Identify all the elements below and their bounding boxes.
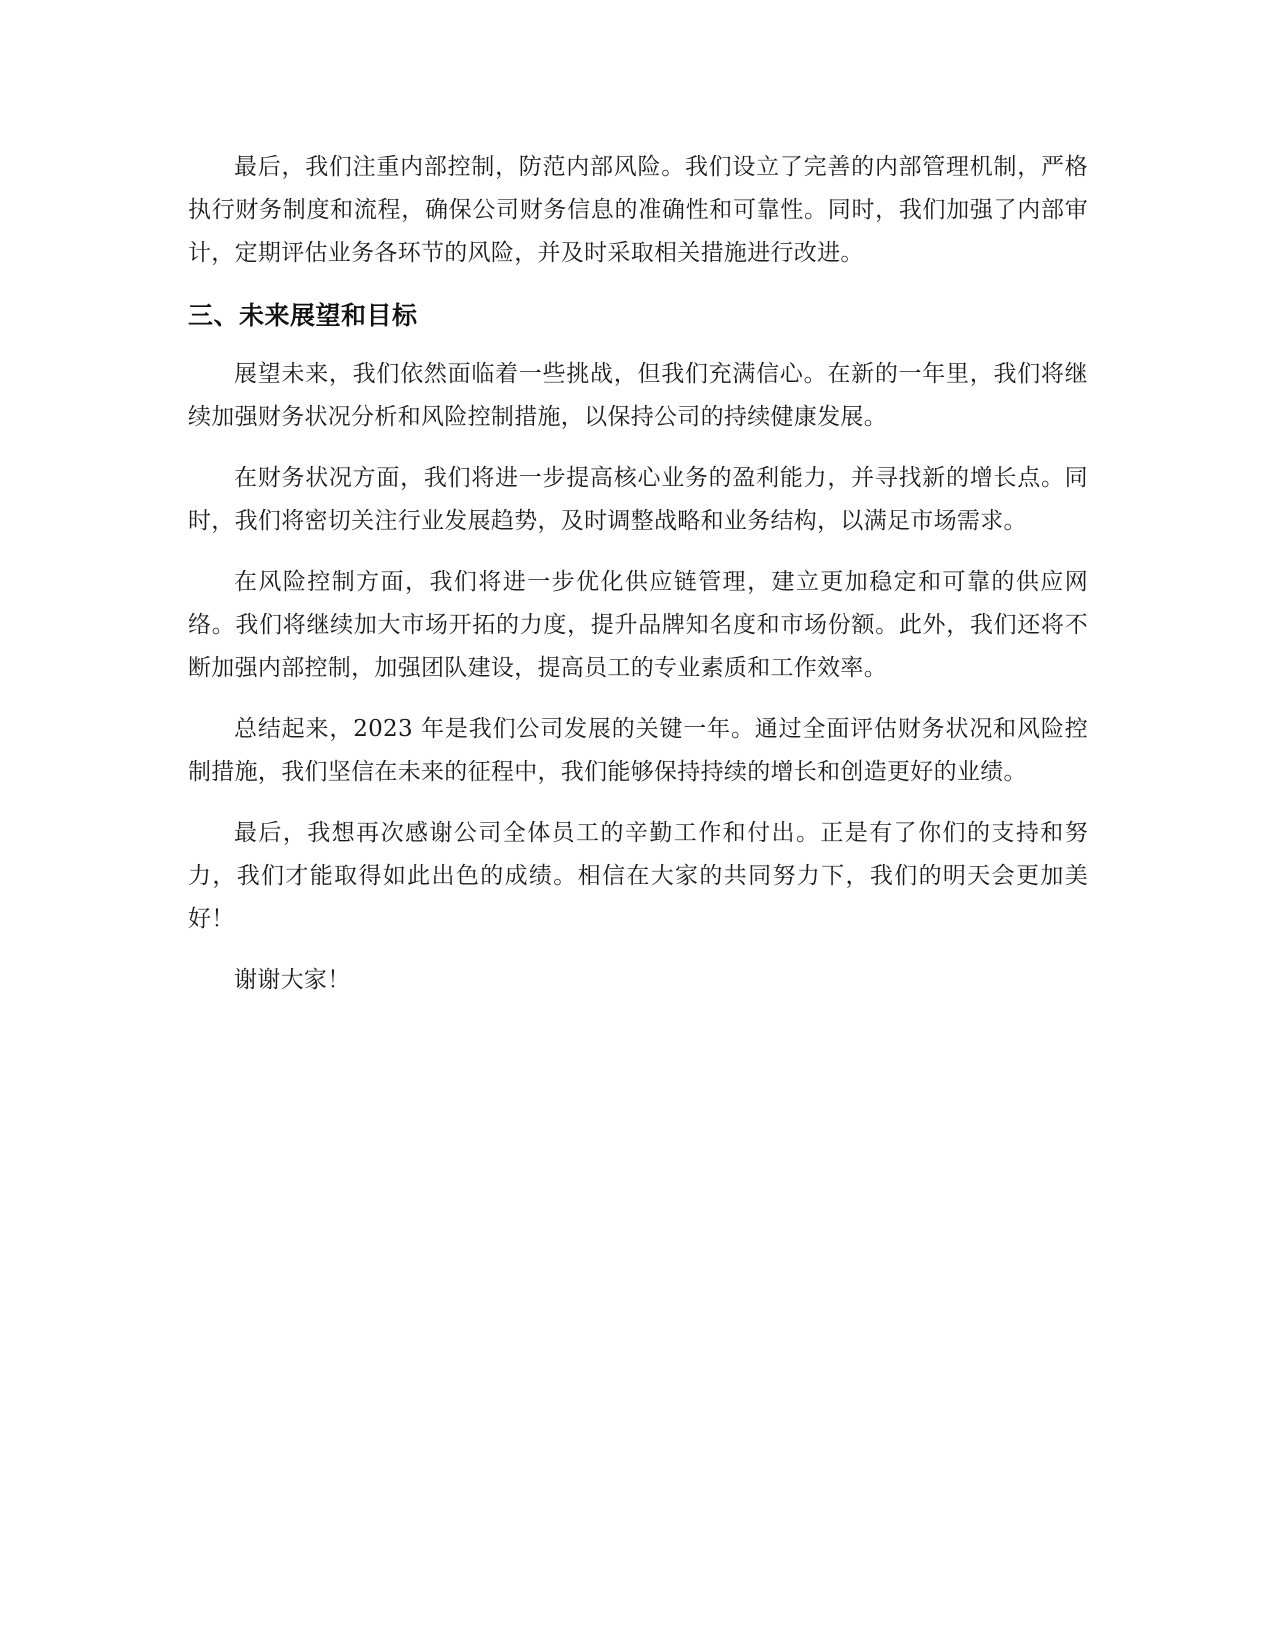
paragraph-outlook: 展望未来，我们依然面临着一些挑战，但我们充满信心。在新的一年里，我们将继续加强财务状况分析和风险控制措施，以保持公司的持续健康发展。 — [188, 361, 1088, 430]
closing-thanks: 谢谢大家！ — [234, 967, 351, 993]
paragraph-summary: 总结起来，2023 年是我们公司发展的关键一年。通过全面评估财务状况和风险控制措施，我们坚信在未来的征程中，我们能够保持持续的增长和创造更好的业绩。 — [188, 716, 1088, 785]
section-heading: 三、未来展望和目标 — [188, 301, 418, 330]
paragraph-internal-control: 最后，我们注重内部控制，防范内部风险。我们设立了完善的内部管理机制，严格执行财务制度和流程，确保公司财务信息的准确性和可靠性。同时，我们加强了内部审计，定期评估业务各环节的风险，并及时采取相关措施进行改进。 — [188, 154, 1088, 266]
paragraph-financial-status: 在财务状况方面，我们将进一步提高核心业务的盈利能力，并寻找新的增长点。同时，我们将密切关注行业发展趋势，及时调整战略和业务结构，以满足市场需求。 — [188, 465, 1088, 534]
paragraph-gratitude: 最后，我想再次感谢公司全体员工的辛勤工作和付出。正是有了你们的支持和努力，我们才能取得如此出色的成绩。相信在大家的共同努力下，我们的明天会更加美好！ — [188, 820, 1088, 932]
document-body — [188, 146, 1088, 1020]
paragraph-risk-control: 在风险控制方面，我们将进一步优化供应链管理，建立更加稳定和可靠的供应网络。我们将继续加大市场开拓的力度，提升品牌知名度和市场份额。此外，我们还将不断加强内部控制，加强团队建设，提高员工的专业素质和工作效率。 — [188, 569, 1088, 681]
